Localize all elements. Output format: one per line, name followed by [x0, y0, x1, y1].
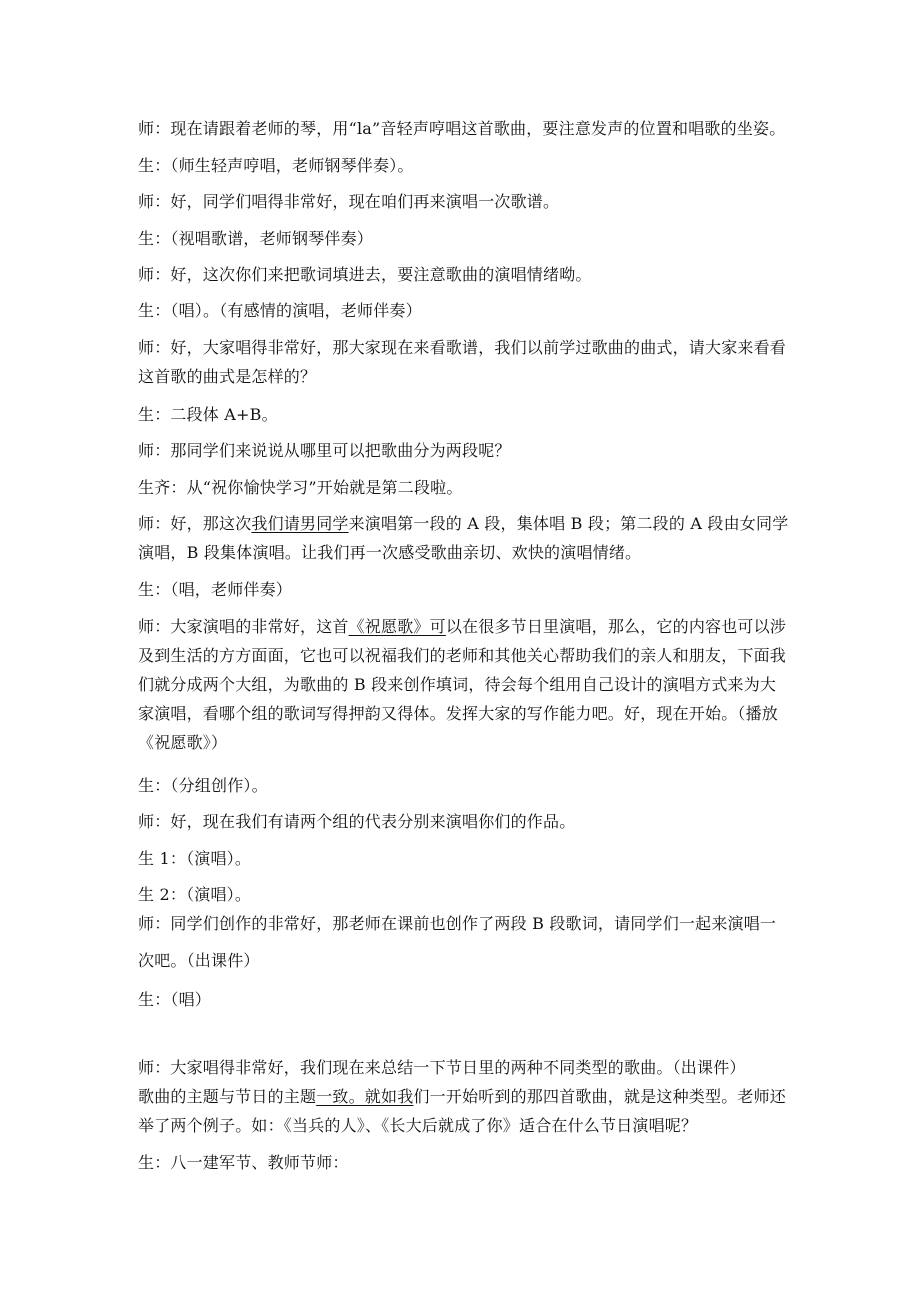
- text-line: 举了两个例子。如：《当兵的人》、《长大后就成了你》适合在什么节日演唱呢？: [138, 1116, 698, 1135]
- text-line: 生：二段体 A+B。: [138, 405, 278, 424]
- underlined-text: 我们请男同学: [251, 514, 349, 533]
- text-segment: 们一开始听到的那四首歌曲，就是这种类型。老师还: [413, 1087, 787, 1106]
- text-line: 师：好，同学们唱得非常好，现在咱们再来演唱一次歌谱。: [138, 192, 560, 211]
- text-line: 这首歌的曲式是怎样的？: [138, 367, 317, 386]
- text-line: 生：八一建军节、教师节师：: [138, 1153, 349, 1172]
- text-line: 生 1：（演唱）。: [138, 849, 252, 868]
- text-segment: 歌曲的主题与节日的主题: [138, 1087, 317, 1106]
- underlined-text: 一致。就如我: [316, 1087, 414, 1106]
- text-line: 师：现在请跟着老师的琴，用“la”音轻声哼唱这首歌曲，要注意发声的位置和唱歌的坐姿。: [138, 119, 786, 138]
- text-line: [138, 513, 788, 535]
- text-line: 师：好，大家唱得非常好，那大家现在来看歌谱，我们以前学过歌曲的曲式，请大家来看看: [138, 338, 787, 357]
- text-line: 师：好，现在我们有请两个组的代表分别来演唱你们的作品。: [138, 812, 576, 831]
- text-line: [138, 616, 786, 638]
- text-line: 生 2：（演唱）。: [138, 885, 252, 904]
- text-segment: 以在很多节日里演唱，那么，它的内容也可以涉: [445, 617, 787, 636]
- text-segment: 师：好，那这次: [138, 514, 252, 533]
- text-line: 师：同学们创作的非常好，那老师在课前也创作了两段 B 段歌词，请同学们一起来演唱一: [138, 914, 777, 933]
- text-line: 及到生活的方方面面，它也可以祝福我们的老师和其他关心帮助我们的亲人和朋友，下面我: [138, 646, 787, 665]
- text-segment: 来演唱第一段的 A 段，集体唱 B 段；第二段的 A 段由女同学: [348, 514, 789, 533]
- text-line: 生：（唱，老师伴奏）: [138, 580, 293, 599]
- text-line: 们就分成两个大组，为歌曲的 B 段来创作填词，待会每个组用自己设计的演唱方式来为大: [138, 675, 777, 694]
- text-line: 生齐：从“祝你愉快学习”开始就是第二段啦。: [138, 478, 463, 497]
- text-line: 生：（唱）: [138, 990, 212, 1009]
- text-line: 师：那同学们来说说从哪里可以把歌曲分为两段呢？: [138, 441, 511, 460]
- text-segment: 师：大家演唱的非常好，这首: [138, 617, 349, 636]
- text-line: 生：（分组创作）。: [138, 776, 268, 795]
- text-line: 次吧。（出课件）: [138, 951, 260, 970]
- text-line: [138, 1086, 786, 1108]
- text-line: 生：（视唱歌谱，老师钢琴伴奏）: [138, 229, 374, 248]
- text-line: 生：（师生轻声哼唱，老师钢琴伴奏）。: [138, 156, 414, 175]
- text-line: 《祝愿歌》）: [138, 733, 228, 752]
- text-line: 师：大家唱得非常好，我们现在来总结一下节日里的两种不同类型的歌曲。（出课件）: [138, 1058, 746, 1077]
- text-line: 师：好，这次你们来把歌词填进去，要注意歌曲的演唱情绪呦。: [138, 265, 592, 284]
- text-line: 演唱，B 段集体演唱。让我们再一次感受歌曲亲切、欢快的演唱情绪。: [138, 543, 642, 562]
- text-line: 家演唱，看哪个组的歌词写得押韵又得体。发挥大家的写作能力吧。好，现在开始。（播放: [138, 704, 779, 723]
- text-line: 生：（唱）。（有感情的演唱，老师伴奏）: [138, 301, 422, 320]
- underlined-text: 《祝愿歌》可: [348, 617, 446, 636]
